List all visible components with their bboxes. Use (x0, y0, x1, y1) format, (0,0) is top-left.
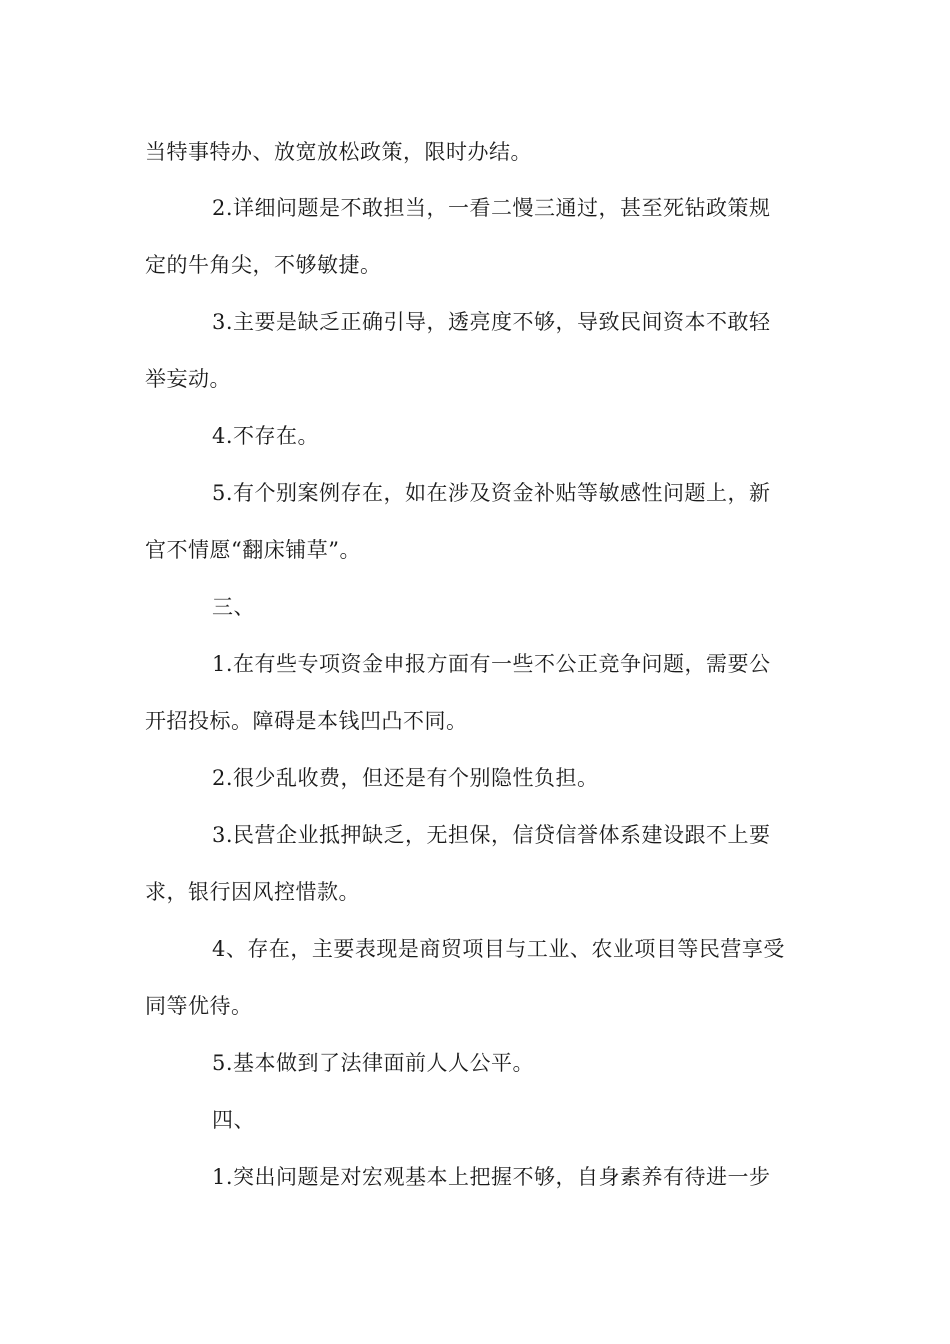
text-line: 5.有个别案例存在，如在涉及资金补贴等敏感性问题上，新 (212, 481, 771, 505)
text-line: 5.基本做到了法律面前人人公平。 (212, 1051, 535, 1075)
text-line: 求，银行因风控惜款。 (145, 880, 360, 904)
text-line: 2.很少乱收费，但还是有个别隐性负担。 (212, 766, 599, 790)
text-line: 4.不存在。 (212, 424, 320, 448)
text-line: 举妄动。 (145, 367, 231, 391)
text-line: 同等优待。 (145, 994, 253, 1018)
text-line: 当特事特办、放宽放松政策，限时办结。 (145, 140, 532, 164)
text-line: 定的牛角尖，不够敏捷。 (145, 253, 382, 277)
text-line: 2.详细问题是不敢担当，一看二慢三通过，甚至死钻政策规 (212, 196, 771, 220)
text-line: 3.民营企业抵押缺乏，无担保，信贷信誉体系建设跟不上要 (212, 823, 771, 847)
text-line: 官不情愿“翻床铺草”。 (145, 538, 361, 562)
text-line: 开招投标。障碍是本钱凹凸不同。 (145, 709, 468, 733)
section-heading: 三、 (212, 595, 255, 619)
section-heading: 四、 (212, 1108, 255, 1132)
text-line: 1.在有些专项资金申报方面有一些不公正竞争问题，需要公 (212, 652, 771, 676)
text-line: 3.主要是缺乏正确引导，透亮度不够，导致民间资本不敢轻 (212, 310, 771, 334)
text-line: 1.突出问题是对宏观基本上把握不够，自身素养有待进一步 (212, 1165, 771, 1189)
text-line: 4、存在，主要表现是商贸项目与工业、农业项目等民营享受 (212, 937, 785, 961)
